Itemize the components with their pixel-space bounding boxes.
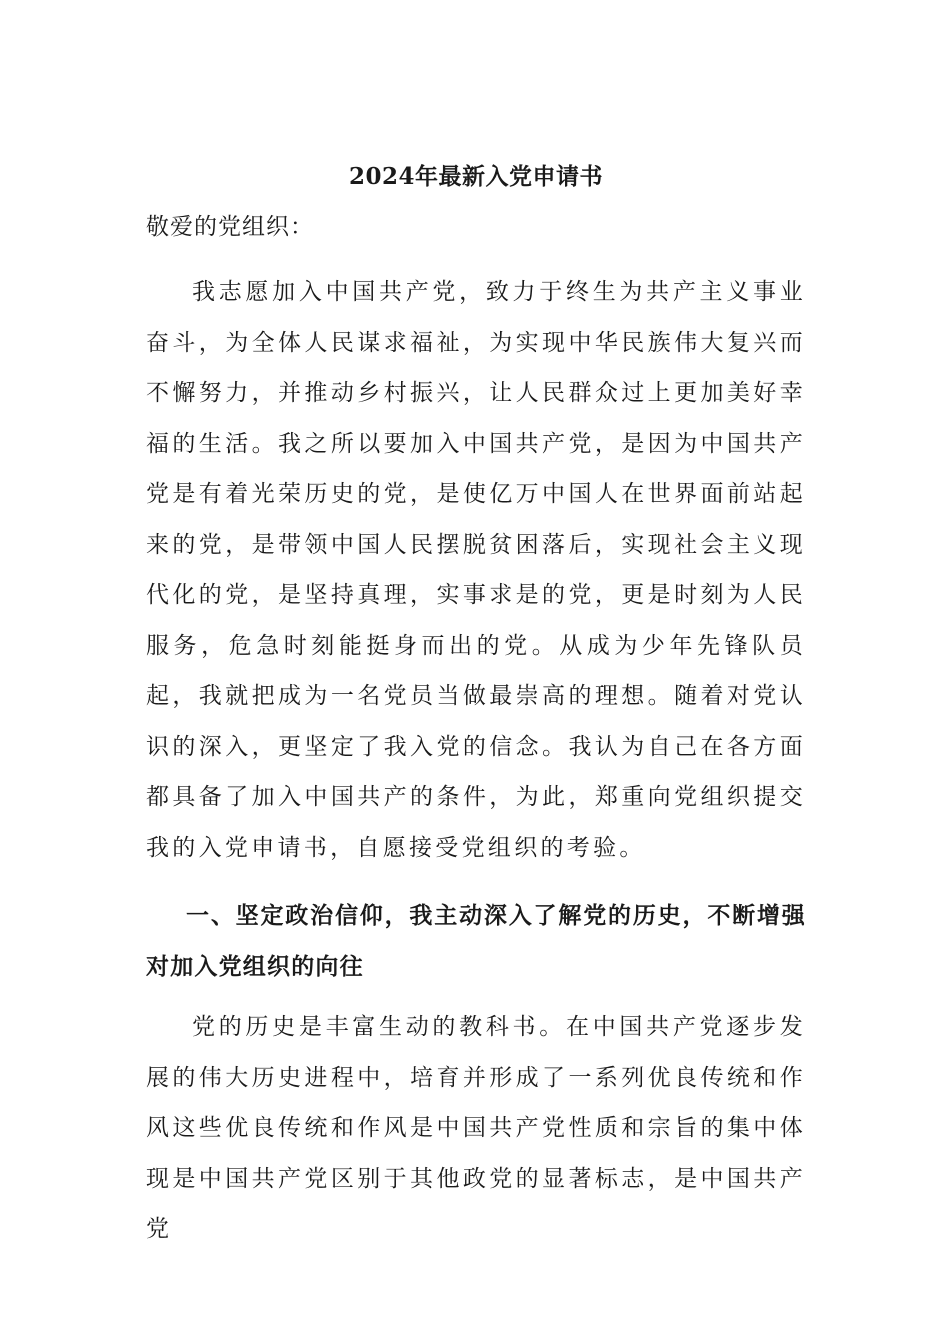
salutation: 敬爱的党组织： [146, 214, 314, 240]
paragraph-history: 党的历史是丰富生动的教科书。在中国共产党逐步发展的伟大历史进程中，培育并形成了一系列优良传统和作风这些优良传统和作风是中国共产党性质和宗旨的集中体现是中国共产党区别于其他政党的显著标志，是中国共产党 [146, 1014, 806, 1242]
paragraph-intro: 我志愿加入中国共产党，致力于终生为共产主义事业奋斗，为全体人民谋求福祉，为实现中华民族伟大复兴而不懈努力，并推动乡村振兴，让人民群众过上更加美好幸福的生活。我之所以要加入中国共产党，是因为中国共产党是有着光荣历史的党，是使亿万中国人在世界面前站起来的党，是带领中国人民摆脱贫困落后，实现社会主义现代化的党，是坚持真理，实事求是的党，更是时刻为人民服务，危急时刻能挺身而出的党。从成为少年先锋队员起，我就把成为一名党员当做最崇高的理想。随着对党认识的深入，更坚定了我入党的信念。我认为自己在各方面都具备了加入中国共产的条件，为此，郑重向党组织提交我的入党申请书，自愿接受党组织的考验。 [146, 279, 806, 861]
document-body [146, 155, 806, 1255]
section-heading-1: 一、坚定政治信仰，我主动深入了解党的历史，不断增强对加入党组织的向往 [146, 902, 806, 980]
document-title: 2024年最新入党申请书 [348, 163, 603, 190]
